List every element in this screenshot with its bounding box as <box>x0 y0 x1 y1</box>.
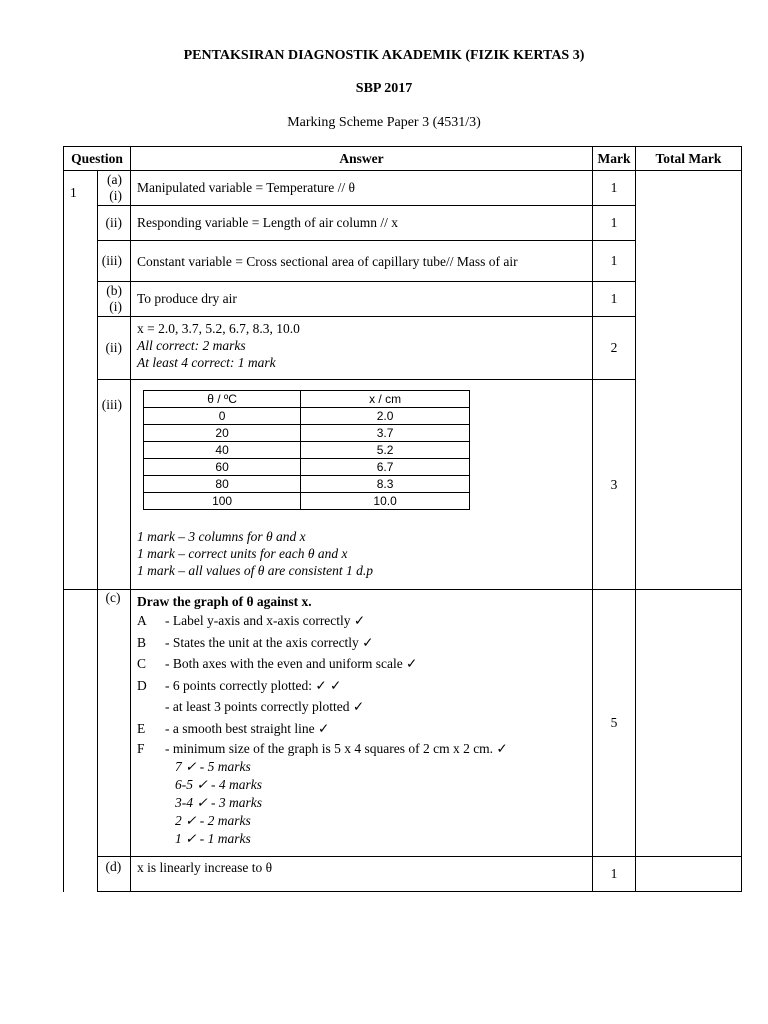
data-table-header <box>144 391 470 408</box>
marking-note: 1 mark – all values of θ are consistent 1 d.p <box>137 563 373 578</box>
x-value: 3.7 <box>301 425 470 442</box>
theta-value: 20 <box>144 425 301 442</box>
score-line: 2 ✓ - 2 marks <box>175 813 251 828</box>
data-table-row <box>144 408 470 425</box>
marking-note: 1 mark – 3 columns for θ and x <box>137 529 306 544</box>
data-table-row <box>144 476 470 493</box>
criterion-text: - States the unit at the axis correctly ✓ <box>165 634 374 650</box>
part-label: (c) <box>97 590 131 857</box>
score-line: 1 ✓ - 1 marks <box>175 831 251 846</box>
document-caption: Marking Scheme Paper 3 (4531/3) <box>287 115 481 130</box>
table-row <box>64 171 742 206</box>
criterion-label: A <box>137 613 147 628</box>
theta-value: 60 <box>144 459 301 476</box>
part-label: (d) <box>97 857 131 892</box>
criterion-b <box>137 632 586 654</box>
part-label: (a)(i) <box>97 171 131 206</box>
data-table-row <box>144 459 470 476</box>
column-answer: Answer <box>131 147 593 171</box>
question-number-continued <box>64 590 98 892</box>
answer-cell: x is linearly increase to θ <box>131 857 593 892</box>
total-mark-cell <box>636 857 742 892</box>
theta-value: 80 <box>144 476 301 493</box>
answer-line: x = 2.0, 3.7, 5.2, 6.7, 8.3, 10.0 <box>137 321 300 336</box>
mark-cell: 1 <box>593 282 636 317</box>
answer-cell <box>131 317 593 380</box>
column-mark: Mark <box>593 147 636 171</box>
theta-value: 0 <box>144 408 301 425</box>
marking-scheme-table <box>63 146 742 892</box>
data-table-row <box>144 425 470 442</box>
graph-instruction: Draw the graph of θ against x. <box>137 594 312 609</box>
part-label: (b) (i) <box>97 282 131 317</box>
total-mark-cell <box>636 171 742 590</box>
criterion-text: - minimum size of the graph is 5 x 4 squares of 2 cm x 2 cm. ✓ <box>165 741 508 756</box>
data-table-header-x: x / cm <box>301 391 470 408</box>
answer-cell <box>131 590 593 857</box>
data-table-header-theta: θ / ºC <box>144 391 301 408</box>
criterion-f <box>137 739 586 758</box>
data-table-row <box>144 442 470 459</box>
mark-cell: 1 <box>593 171 636 206</box>
criterion-d-alt: - at least 3 points correctly plotted ✓ <box>165 699 365 714</box>
mark-cell: 2 <box>593 317 636 380</box>
criterion-label: D <box>137 677 147 693</box>
score-line: 3-4 ✓ - 3 marks <box>175 795 263 810</box>
part-label: (ii) <box>97 206 131 241</box>
criterion-d <box>137 675 586 697</box>
x-value: 6.7 <box>301 459 470 476</box>
theta-value: 100 <box>144 493 301 510</box>
mark-cell: 5 <box>593 590 636 857</box>
part-label: (iii) <box>97 241 131 282</box>
mark-cell: 3 <box>593 380 636 590</box>
criterion-label: F <box>137 741 145 756</box>
document-title: PENTAKSIRAN DIAGNOSTIK AKADEMIK (FIZIK KERTAS 3) <box>183 48 585 63</box>
data-table <box>143 390 470 510</box>
column-question: Question <box>64 147 131 171</box>
table-row <box>64 857 742 892</box>
criterion-text: - a smooth best straight line ✓ <box>165 720 330 736</box>
question-number: 1 <box>64 171 98 590</box>
marking-note: 1 mark – correct units for each θ and x <box>137 546 348 561</box>
criterion-label: E <box>137 720 146 736</box>
document-subtitle: SBP 2017 <box>355 81 413 96</box>
criterion-text: - Label y-axis and x-axis correctly ✓ <box>165 613 366 628</box>
criterion-text: - Both axes with the even and uniform scale ✓ <box>165 656 418 671</box>
x-value: 8.3 <box>301 476 470 493</box>
x-value: 10.0 <box>301 493 470 510</box>
table-header-row <box>64 147 742 171</box>
criterion-a <box>137 610 586 632</box>
answer-cell: Manipulated variable = Temperature // θ <box>131 171 593 206</box>
mark-cell: 1 <box>593 241 636 282</box>
criterion-c <box>137 653 586 675</box>
score-line: 7 ✓ - 5 marks <box>175 759 251 774</box>
mark-cell: 1 <box>593 857 636 892</box>
mark-cell: 1 <box>593 206 636 241</box>
theta-value: 40 <box>144 442 301 459</box>
criterion-text: - 6 points correctly plotted: ✓ ✓ <box>165 677 342 693</box>
x-value: 5.2 <box>301 442 470 459</box>
answer-cell: Responding variable = Length of air column // x <box>131 206 593 241</box>
data-table-row <box>144 493 470 510</box>
criterion-e <box>137 718 586 740</box>
answer-cell: To produce dry air <box>131 282 593 317</box>
total-mark-cell <box>636 590 742 857</box>
part-label: (iii) <box>97 380 131 590</box>
answer-cell <box>131 380 593 590</box>
table-row <box>64 590 742 857</box>
answer-line: All correct: 2 marks <box>137 338 246 353</box>
score-line: 6-5 ✓ - 4 marks <box>175 777 263 792</box>
answer-cell: Constant variable = Cross sectional area of capillary tube// Mass of air <box>131 241 593 282</box>
part-label: (ii) <box>97 317 131 380</box>
criterion-label: C <box>137 656 147 671</box>
criterion-label: B <box>137 634 147 650</box>
answer-line: At least 4 correct: 1 mark <box>137 355 276 370</box>
column-total-mark: Total Mark <box>636 147 742 171</box>
x-value: 2.0 <box>301 408 470 425</box>
